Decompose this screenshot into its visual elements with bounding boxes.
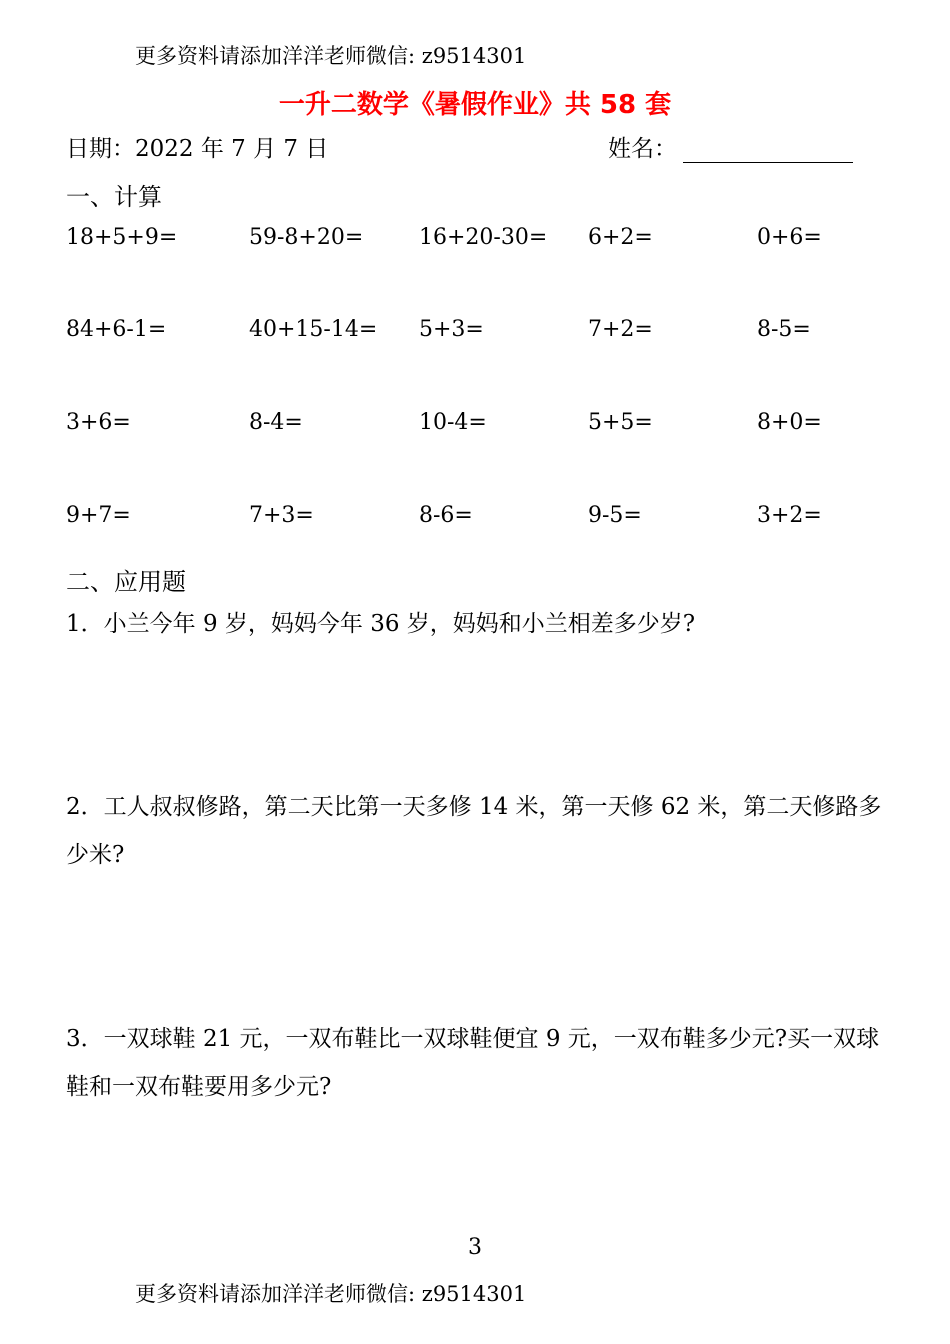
calc-problem: 8-6=: [419, 503, 473, 528]
name-block: [608, 130, 853, 163]
calc-problem: 5+5=: [588, 410, 653, 435]
calc-row: [66, 410, 926, 440]
calc-problem: 3+2=: [757, 503, 822, 528]
calc-problem: 3+6=: [66, 410, 131, 435]
word-problem-2: 2．工人叔叔修路，第二天比第一天多修 14 米，第一天修 62 米，第二天修路多少米?: [66, 794, 882, 868]
calc-problem: 59-8+20=: [249, 225, 364, 250]
word-problem-3: 3．一双球鞋 21 元，一双布鞋比一双球鞋便宜 9 元，一双布鞋多少元?买一双球鞋和一双布鞋要用多少元?: [66, 1026, 880, 1100]
section-heading-word-problems: 二、应用题: [66, 568, 186, 596]
calc-row: [66, 225, 926, 255]
calc-problem: 40+15-14=: [249, 317, 378, 342]
section-heading-calculation: 一、计算: [66, 183, 162, 211]
calc-problem: 6+2=: [588, 225, 653, 250]
name-label: 姓名：: [608, 136, 677, 162]
calc-problem: 84+6-1=: [66, 317, 167, 342]
calc-problem: 10-4=: [419, 410, 487, 435]
calc-problem: 8-4=: [249, 410, 303, 435]
calc-problem: 9-5=: [588, 503, 642, 528]
calc-problem: 18+5+9=: [66, 225, 178, 250]
calc-problem: 16+20-30=: [419, 225, 548, 250]
calc-problem: 7+2=: [588, 317, 653, 342]
calc-problem: 7+3=: [249, 503, 314, 528]
page-number: 3: [468, 1235, 482, 1260]
header-note: 更多资料请添加洋洋老师微信: z9514301: [135, 44, 527, 68]
word-problem-1: 1．小兰今年 9 岁，妈妈今年 36 岁，妈妈和小兰相差多少岁?: [66, 611, 696, 637]
calc-problem: 9+7=: [66, 503, 131, 528]
calc-row: [66, 503, 926, 533]
calc-problem: 5+3=: [419, 317, 484, 342]
calc-problem: 8-5=: [757, 317, 811, 342]
name-blank-line[interactable]: [683, 136, 853, 163]
page-title: 一升二数学《暑假作业》共 58 套: [278, 90, 672, 120]
footer-note: 更多资料请添加洋洋老师微信: z9514301: [135, 1282, 527, 1306]
calc-row: [66, 317, 926, 347]
calc-problem: 8+0=: [757, 410, 822, 435]
calc-problem: 0+6=: [757, 225, 822, 250]
date-line: 日期：2022 年 7 月 7 日: [66, 136, 329, 162]
